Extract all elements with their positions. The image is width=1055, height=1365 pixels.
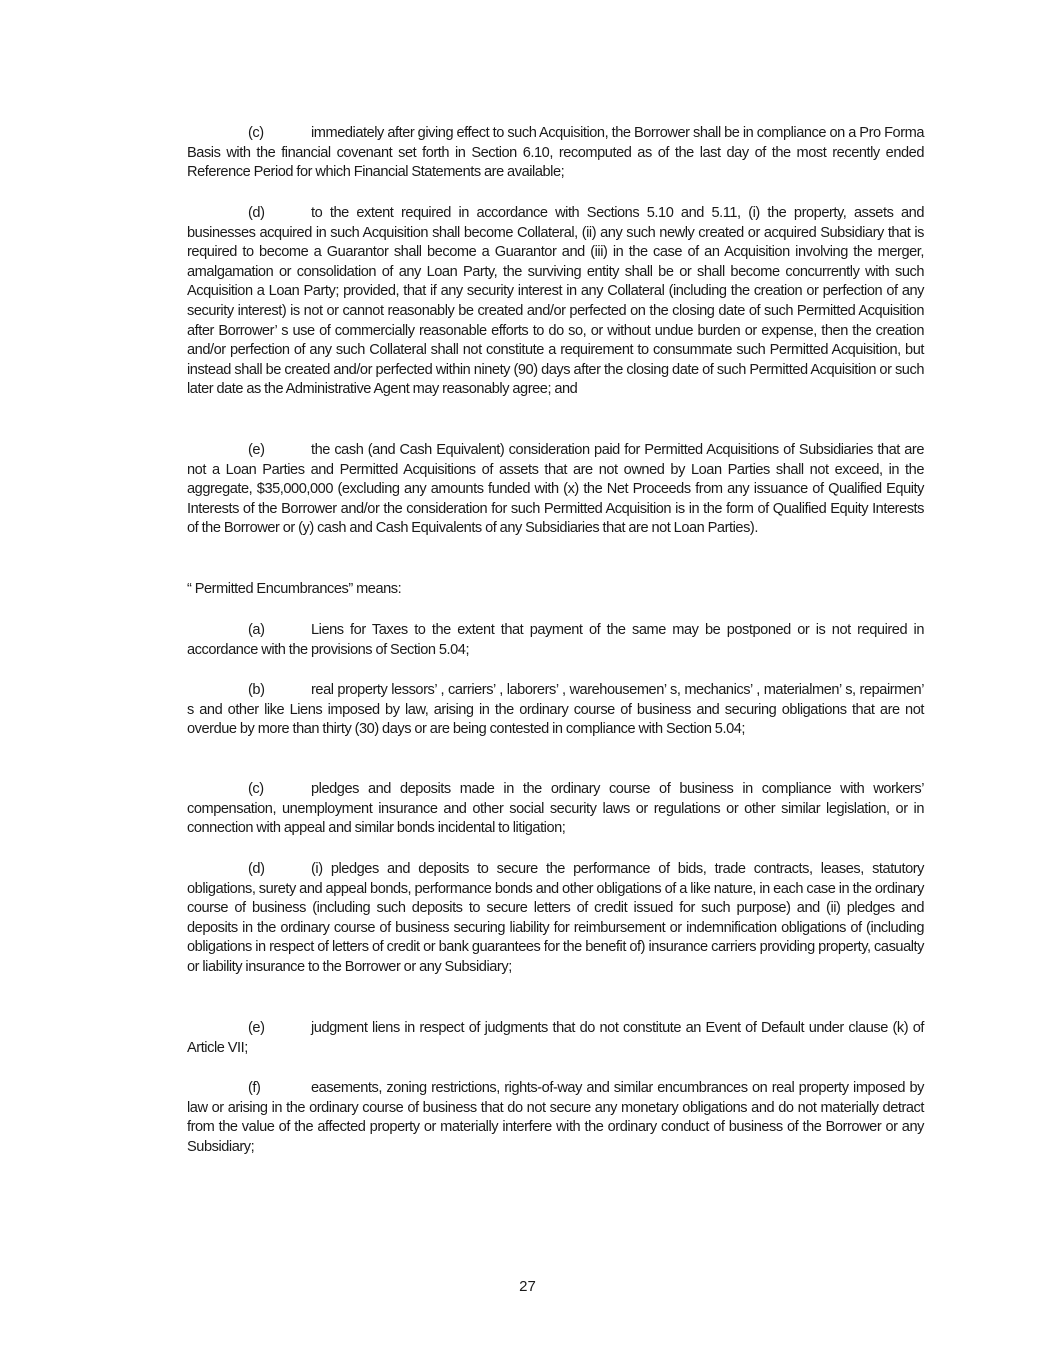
encumbrance-clause-d: [187, 860, 924, 978]
encumbrance-clause-e: [187, 1019, 924, 1058]
clause-text: the cash (and Cash Equivalent) consideration paid for Permitted Acquisitions of Subsidiaries that are not a Loan Parties and Permitted Acquisitions of assets that are not owned by Loan Parties shall not exceed, in the aggregate, $35,000,000 (excluding any amounts funded with (x) the Net Proceeds from any issuance of Qualified Equity Interests of the Borrower and/or the consideration for such Permitted Acquisition is in the form of Qualified Equity Interests of the Borrower or (y) cash and Cash Equivalents of any Subsidiaries that are not Loan Parties).: [187, 442, 924, 537]
encumbrance-clause-c: [187, 780, 924, 839]
clause-label: (a): [248, 622, 265, 638]
clause-e-acquisition: [187, 441, 924, 539]
encumbrance-clause-b: [187, 681, 924, 740]
clause-text: pledges and deposits made in the ordinary course of business in compliance with workers’ compensation, unemployment insurance and other social security laws or regulations or other similar legislation, or in connection with appeal and similar bonds incidental to litigation;: [187, 781, 924, 837]
clause-label: (d): [248, 205, 265, 221]
clause-label: (d): [248, 861, 265, 877]
clause-c-acquisition: [187, 124, 924, 183]
clause-text: real property lessors’ , carriers’ , laborers’ , warehousemen’ s, mechanics’ , materialmen’ s, repairmen’ s and other like Liens imposed by law, arising in the ordinary course of business and securing obligations that are not overdue by more than thirty (30) days or are being contested in compliance with Section 5.04;: [187, 682, 924, 738]
definition-open-quote: “: [187, 581, 195, 597]
clause-label: (c): [248, 125, 264, 141]
clause-d-acquisition: [187, 204, 924, 400]
clause-label: (e): [248, 442, 265, 458]
clause-label: (c): [248, 781, 264, 797]
clause-text: judgment liens in respect of judgments that do not constitute an Event of Default under clause (k) of Article VII;: [187, 1020, 924, 1056]
page-number: 27: [519, 1278, 536, 1295]
encumbrance-clause-a: [187, 621, 924, 660]
defined-term: Permitted Encumbrances: [194, 581, 349, 597]
definition-heading: [187, 580, 924, 600]
clause-text: immediately after giving effect to such Acquisition, the Borrower shall be in compliance on a Pro Forma Basis with the financial covenant set forth in Section 6.10, recomputed as of the last day of the most recently ended Reference Period for which Financial Statements are available;: [187, 125, 924, 181]
clause-text: to the extent required in accordance with Sections 5.10 and 5.11, (i) the property, assets and businesses acquired in such Acquisition shall become Collateral, (ii) any such newly created or acquired Subsidiary that is required to become a Guarantor shall become a Guarantor and (iii) in the case of an Acquisition involving the merger, amalgamation or consolidation of any Loan Party, the surviving entity shall be or shall become concurrently with such Acquisition a Loan Party; provided, that if any security interest in any Collateral (including the creation or perfection of any security interest) is not or cannot reasonably be created and/or perfected on the closing date of such Permitted Acquisition after Borrower’ s use of commercially reasonable efforts to do so, or without undue burden or expense, then the creation and/or perfection of any such Collateral shall not constitute a requirement to consummate such Permitted Acquisition, but instead shall be created and/or perfected within ninety (90) days after the closing date of such Permitted Acquisition or such later date as the Administrative Agent may reasonably agree; and: [187, 205, 924, 398]
clause-text: easements, zoning restrictions, rights-of-way and similar encumbrances on real property imposed by law or arising in the ordinary course of business that do not secure any monetary obligations and do not materially detract from the value of the affected property or materially interfere with the ordinary conduct of business of the Borrower or any Subsidiary;: [187, 1080, 924, 1155]
clause-label: (b): [248, 682, 265, 698]
encumbrance-clause-f: [187, 1079, 924, 1157]
definition-means: ” means:: [348, 581, 402, 597]
clause-label: (e): [248, 1020, 265, 1036]
clause-label: (f): [248, 1080, 261, 1096]
clause-text: (i) pledges and deposits to secure the performance of bids, trade contracts, leases, statutory obligations, surety and appeal bonds, performance bonds and other obligations of a like nature, in each case in the ordinary course of business (including such deposits to secure letters of credit issued for such purpose) and (ii) pledges and deposits in the ordinary course of business securing liability for reimbursement or indemnification obligations of (including obligations in respect of letters of credit or bank guarantees for the benefit of) insurance carriers providing property, casualty or liability insurance to the Borrower or any Subsidiary;: [187, 861, 924, 975]
clause-text: Liens for Taxes to the extent that payment of the same may be postponed or is not required in accordance with the provisions of Section 5.04;: [187, 622, 924, 658]
